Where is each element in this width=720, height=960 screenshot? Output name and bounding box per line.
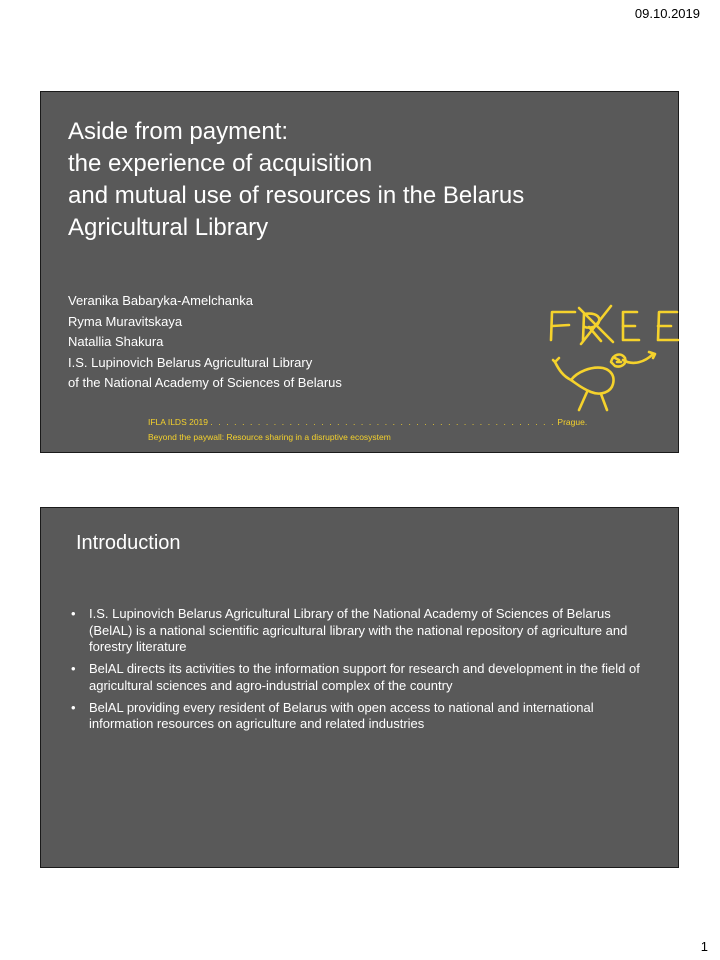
author-line: of the National Academy of Sciences of Belarus [68, 375, 342, 390]
author-list [68, 291, 342, 394]
free-logo-icon [541, 304, 681, 414]
bullet-icon: • [71, 606, 76, 621]
author-line: Veranika Babaryka-Amelchanka [68, 293, 253, 308]
footer-dots: . . . . . . . . . . . . . . . . . . . . . . . . . . . . . . . . . . . . . . . . . . . . [210, 417, 556, 427]
slide-title: Introduction [76, 532, 181, 554]
bullet-text: I.S. Lupinovich Belarus Agricultural Library of the National Academy of Sciences of Belarus (BelAL) is a national scientific agricultural library with the national repository of agriculture and forestry literature [89, 606, 628, 654]
author-line: I.S. Lupinovich Belarus Agricultural Library [68, 354, 313, 370]
slide-title [68, 116, 648, 244]
page-date: 09.10.2019 [634, 6, 700, 21]
bullet-text: BelAL directs its activities to the information support for research and development in the field of agricultural sciences and agro-industrial complex of the country [89, 661, 640, 693]
title-line: Agricultural Library [68, 214, 269, 241]
bullet-icon: • [71, 699, 76, 715]
list-item [71, 700, 651, 733]
title-line: the experience of acquisition [68, 150, 373, 177]
author-line: Natallia Shakura [68, 334, 164, 349]
list-item [71, 606, 651, 656]
bullet-text: BelAL providing every resident of Belarus with open access to national and international information resources on agriculture and related industries [89, 699, 594, 731]
title-line: and mutual use of resources in the Belarus [68, 182, 525, 209]
conference-name: IFLA ILDS 2019 [148, 417, 209, 427]
bullet-icon: • [71, 661, 76, 676]
title-line: Aside from payment: [68, 118, 289, 145]
author-line: Ryma Muravitskaya [68, 313, 183, 329]
introduction-slide [40, 507, 679, 868]
title-slide [40, 91, 679, 453]
conference-theme: Beyond the paywall: Resource sharing in a disruptive ecosystem [148, 432, 391, 442]
bullet-list [71, 606, 651, 738]
conference-footer [148, 417, 638, 427]
list-item [71, 661, 651, 694]
conference-city: Prague. [557, 417, 588, 427]
page-number: 1 [700, 939, 708, 954]
